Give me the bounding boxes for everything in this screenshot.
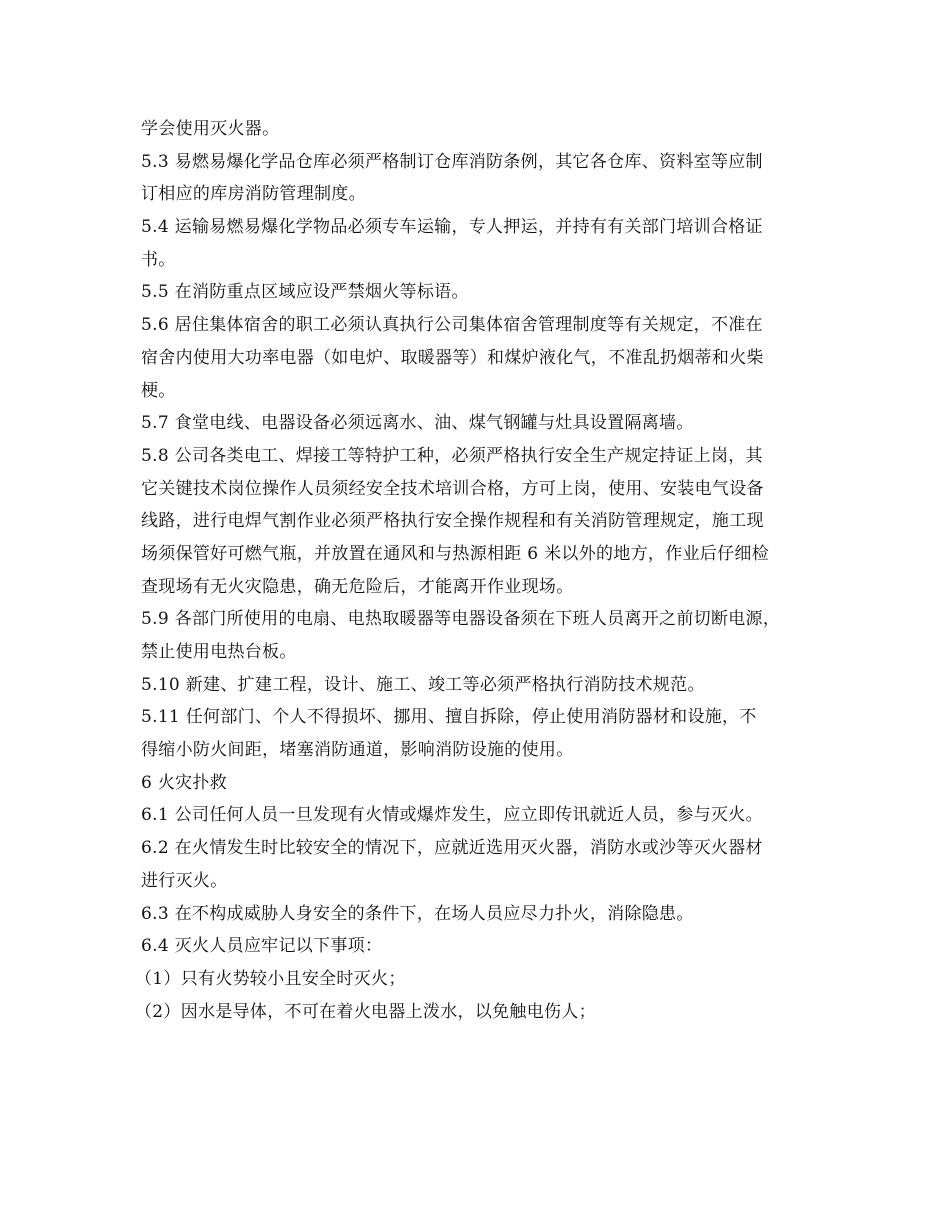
text-line: 学会使用灭火器。: [141, 119, 280, 139]
section-heading: 6 火灾扑救: [141, 772, 228, 793]
text-line: 线路，进行电焊气割作业必须严格执行安全操作规程和有关消防管理规定，施工现: [141, 511, 764, 532]
text-line: 6.2 在火情发生时比较安全的情况下，应就近选用灭火器，消防水或沙等灭火器材: [141, 838, 763, 859]
text-line: 书。: [141, 249, 176, 270]
text-line: 5.10 新建、扩建工程，设计、施工、竣工等必须严格执行消防技术规范。: [141, 674, 705, 695]
text-line: 梗。: [141, 380, 176, 401]
text-line: 得缩小防火间距，堵塞消防通道，影响消防设施的使用。: [141, 740, 574, 761]
text-line: 6.3 在不构成威胁人身安全的条件下，在场人员应尽力扑火，消除隐患。: [141, 903, 694, 924]
text-line: 6.4 灭火人员应牢记以下事项：: [141, 936, 383, 957]
text-line: 5.7 食堂电线、电器设备必须远离水、油、煤气钢罐与灶具设置隔离墙。: [141, 413, 694, 434]
text-line: 场须保管好可燃气瓶，并放置在通风和与热源相距 6 米以外的地方，作业后仔细检: [141, 543, 770, 564]
text-line: 5.11 任何部门、个人不得损坏、挪用、擅自拆除，停止使用消防器材和设施，不: [141, 707, 757, 728]
text-line: 5.4 运输易燃易爆化学物品必须专车运输，专人押运，并持有有关部门培训合格证: [141, 217, 763, 238]
text-line: 6.1 公司任何人员一旦发现有火情或爆炸发生，应立即传讯就近人员，参与灭火。: [141, 805, 763, 826]
list-item: （2）因水是导体，不可在着火电器上泼水，以免触电伤人；: [135, 1001, 596, 1022]
text-line: 禁止使用电热台板。: [141, 642, 297, 662]
text-line: 5.5 在消防重点区域应设严禁烟火等标语。: [141, 282, 469, 303]
text-line: 它关键技术岗位操作人员须经安全技术培训合格，方可上岗，使用、安装电气设备: [141, 478, 764, 499]
text-line: 5.3 易燃易爆化学品仓库必须严格制订仓库消防条例，其它各仓库、资料室等应制: [141, 151, 763, 172]
document-body: [135, 113, 821, 1028]
list-item: （1）只有火势较小且安全时灭火；: [135, 968, 406, 989]
text-line: 5.9 各部门所使用的电扇、电热取暖器等电器设备须在下班人员离开之前切断电源，: [141, 609, 781, 630]
text-line: 查现场有无火灾隐患，确无危险后，才能离开作业现场。: [141, 576, 574, 597]
text-line: 订相应的库房消防管理制度。: [141, 184, 366, 205]
text-line: 宿舍内使用大功率电器（如电炉、取暖器等）和煤炉液化气，不准乱扔烟蒂和火柴: [141, 347, 764, 368]
text-line: 5.8 公司各类电工、焊接工等特护工种，必须严格执行安全生产规定持证上岗，其: [141, 445, 763, 466]
text-line: 5.6 居住集体宿舍的职工必须认真执行公司集体宿舍管理制度等有关规定，不准在: [141, 315, 763, 336]
text-line: 进行灭火。: [141, 870, 228, 891]
